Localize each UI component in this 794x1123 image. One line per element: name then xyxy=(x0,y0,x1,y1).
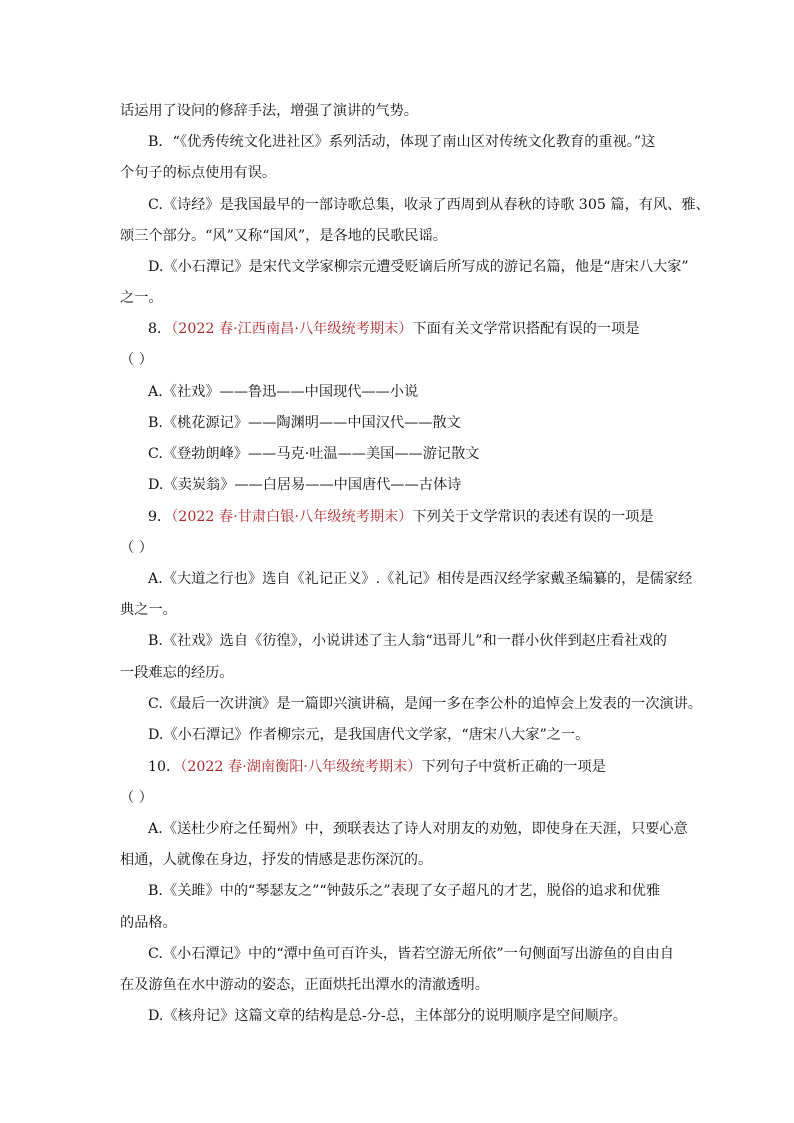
text-line: 相通，人就像在身边，抒发的情感是悲伤深沉的。 xyxy=(120,852,433,868)
question-number: 10． xyxy=(148,759,181,775)
text-line: 的品格。 xyxy=(120,915,177,931)
option-d: D.《小石潭记》作者柳宗元，是我国唐代文学家，“唐宋八大家”之一。 xyxy=(148,727,590,743)
option-c: C.《小石潭记》中的“潭中鱼可百许头，皆若空游无所依”一句侧面写出游鱼的自由自 xyxy=(148,946,674,962)
option-b: B.《关雎》中的“琴瑟友之”“钟鼓乐之”表现了女子超凡的才艺，脱俗的追求和优雅 xyxy=(148,883,661,899)
text-line: C.《诗经》是我国最早的一部诗歌总集，收录了西周到从春秋的诗歌 305 篇，有风、雅、 xyxy=(148,197,710,213)
text-line: B．“《优秀传统文化进社区》系列活动，体现了南山区对传统文化教育的重视。”这 xyxy=(148,134,656,150)
question-10-header xyxy=(148,757,606,777)
text-line: 话运用了设问的修辞手法，增强了演讲的气势。 xyxy=(120,103,418,119)
question-9-header xyxy=(148,507,654,527)
answer-blank: （ ） xyxy=(120,790,153,806)
option-c: C.《登勃朗峰》——马克·吐温——美国——游记散文 xyxy=(148,446,480,462)
text-line: 个句子的标点使用有误。 xyxy=(120,165,277,181)
question-text: 下列关于文学常识的表述有误的一项是 xyxy=(412,509,654,525)
option-a: A.《送杜少府之任蜀州》中，颈联表达了诗人对朋友的劝勉，即使身在天涯，只要心意 xyxy=(148,821,688,837)
text-line: 典之一。 xyxy=(120,602,177,618)
answer-blank: （ ） xyxy=(120,540,153,556)
question-source: （2022 春·江西南昌·八年级统考期末） xyxy=(171,321,413,337)
option-d: D.《卖炭翁》——白居易——中国唐代——古体诗 xyxy=(148,477,462,493)
text-line: 颂三个部分。“风”又称“国风”，是各地的民歌民谣。 xyxy=(120,228,447,244)
option-c: C.《最后一次讲演》是一篇即兴演讲稿，是闻一多在李公朴的追悼会上发表的一次演讲。 xyxy=(148,696,702,712)
option-b: B.《桃花源记》——陶渊明——中国汉代——散文 xyxy=(148,415,461,431)
question-8-header xyxy=(148,319,639,339)
option-a: A.《大道之行也》选自《礼记正义》.《礼记》相传是西汉经学家戴圣编纂的，是儒家经 xyxy=(148,571,693,587)
question-number: 9． xyxy=(148,509,172,525)
text-line: 一段难忘的经历。 xyxy=(120,665,234,681)
question-text: 下面有关文学常识搭配有误的一项是 xyxy=(412,321,640,337)
text-line: D.《小石潭记》是宋代文学家柳宗元遭受贬谪后所写成的游记名篇，他是“唐宋八大家” xyxy=(148,259,689,275)
text-line: 之一。 xyxy=(120,290,163,306)
text-line: 在及游鱼在水中游动的姿态，正面烘托出潭水的清澈透明。 xyxy=(120,977,489,993)
question-source: （2022 春·甘肃白银·八年级统考期末） xyxy=(171,509,413,525)
answer-blank: （ ） xyxy=(120,352,153,368)
question-source: （2022 春·湖南衡阳·八年级统考期末） xyxy=(180,759,422,775)
option-a: A.《社戏》——鲁迅——中国现代——小说 xyxy=(148,384,419,400)
option-b: B.《社戏》选自《彷徨》，小说讲述了主人翁“迅哥儿”和一群小伙伴到赵庄看社戏的 xyxy=(148,633,667,649)
question-text: 下列句子中赏析正确的一项是 xyxy=(421,759,606,775)
option-d: D.《核舟记》这篇文章的结构是总-分-总，主体部分的说明顺序是空间顺序。 xyxy=(148,1008,627,1024)
question-number: 8． xyxy=(148,321,172,337)
